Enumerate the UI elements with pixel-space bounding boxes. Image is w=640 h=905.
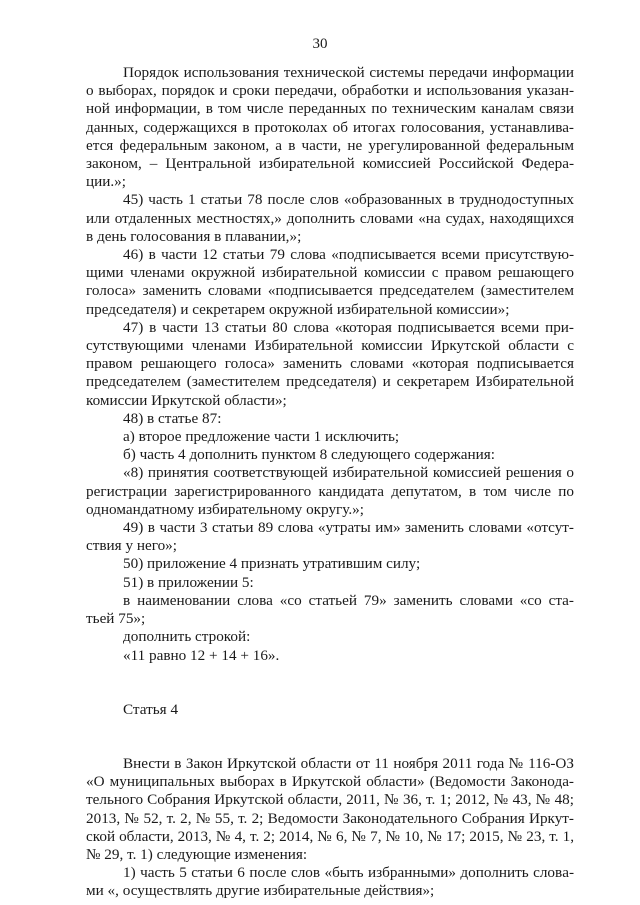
text-line: а) второе предложение части 1 исключить; — [123, 428, 400, 446]
text-line: 51) в приложении 5: — [123, 573, 254, 591]
text-line: 47) в части 13 статьи 80 слова «которая подписывается всеми при- — [123, 318, 574, 336]
text-line: председателем (заместителем председателя) и секретарем Избирательной — [86, 373, 574, 391]
text-line: голоса» заменить словами «подписывается председателем (заместителем — [86, 282, 574, 300]
text-line: Внести в Закон Иркутской области от 11 ноября 2011 года № 116-ОЗ — [123, 754, 574, 772]
text-line: ми «, осуществлять другие избирательные действия»; — [86, 882, 435, 900]
text-line: 2013, № 52, т. 2, № 55, т. 2; Ведомости Законодательного Собрания Иркут- — [86, 809, 574, 827]
text-line: тьей 75»; — [86, 610, 146, 628]
text-line: 46) в части 12 статьи 79 слова «подписывается всеми присутствую- — [123, 246, 574, 264]
text-line: б) часть 4 дополнить пунктом 8 следующего содержания: — [123, 446, 495, 464]
text-line: «О муниципальных выборах в Иркутской области» (Ведомости Законода- — [86, 773, 574, 791]
text-line: законом, – Центральной избирательной комиссией Российской Федера- — [86, 155, 574, 173]
text-line: или отдаленных местностях,» дополнить словами «на судах, находящихся — [86, 209, 574, 227]
text-line: сутствующими членами Избирательной комиссии Иркутской области с — [86, 337, 574, 355]
text-line: № 29, т. 1) следующие изменения: — [86, 845, 308, 863]
text-line: 1) часть 5 статьи 6 после слов «быть избранными» дополнить словa- — [123, 864, 574, 882]
page-number: 30 — [312, 36, 328, 52]
text-line: дополнить строкой: — [123, 628, 251, 646]
text-line: тельного Собрания Иркутской области, 2011, № 36, т. 1; 2012, № 43, № 48; — [86, 791, 574, 809]
text-line: 50) приложение 4 признать утратившим силу; — [123, 555, 421, 573]
text-line: ной информации, в том числе переданных по техническим каналам связи — [86, 100, 574, 118]
text-line: правом решающего голоса» заменить словами «которая подписывается — [86, 355, 574, 373]
text-line: комиссии Иркутской области»; — [86, 391, 287, 409]
document-body — [86, 64, 574, 901]
text-line: 48) в статье 87: — [123, 409, 222, 427]
text-line: щими членами окружной избирательной комиссии с правом решающего — [86, 264, 574, 282]
text-line: «11 равно 12 + 14 + 16». — [123, 646, 280, 664]
text-line: ется федеральным законом, а в части, не урегулированной федеральным — [86, 136, 574, 154]
article-heading: Статья 4 — [123, 700, 179, 718]
text-line: Порядок использования технической системы передачи информации — [123, 64, 574, 81]
text-line: в день голосования в плавании,»; — [86, 227, 302, 245]
text-line: ствия у него»; — [86, 537, 177, 555]
text-line: «8) принятия соответствующей избирательной комиссией решения о — [123, 464, 574, 482]
text-line: регистрации зарегистрированного кандидата депутатом, в том числе по — [86, 482, 574, 500]
paragraph-gap — [86, 719, 574, 755]
text-line: ции.»; — [86, 173, 126, 191]
text-line: 49) в части 3 статьи 89 слова «утраты им» заменить словами «отсут- — [123, 519, 574, 537]
text-line: 45) часть 1 статьи 78 после слов «образованных в труднодоступных — [123, 191, 574, 209]
text-line: в наименовании слова «со статьей 79» заменить словами «со ста- — [123, 591, 574, 609]
text-line: председателя) и секретарем окружной избирательной комиссии»; — [86, 300, 510, 318]
paragraph-gap — [86, 665, 574, 701]
text-line: данных, содержащихся в протоколах об итогах голосования, устанавлива- — [86, 118, 574, 136]
text-line: о выборах, порядок и сроки передачи, обработки и использования указан- — [86, 82, 574, 100]
text-line: одномандатному избирательному округу.»; — [86, 500, 364, 518]
text-line: ской области, 2013, № 4, т. 2; 2014, № 6, № 7, № 10, № 17; 2015, № 23, т. 1, — [86, 827, 574, 845]
